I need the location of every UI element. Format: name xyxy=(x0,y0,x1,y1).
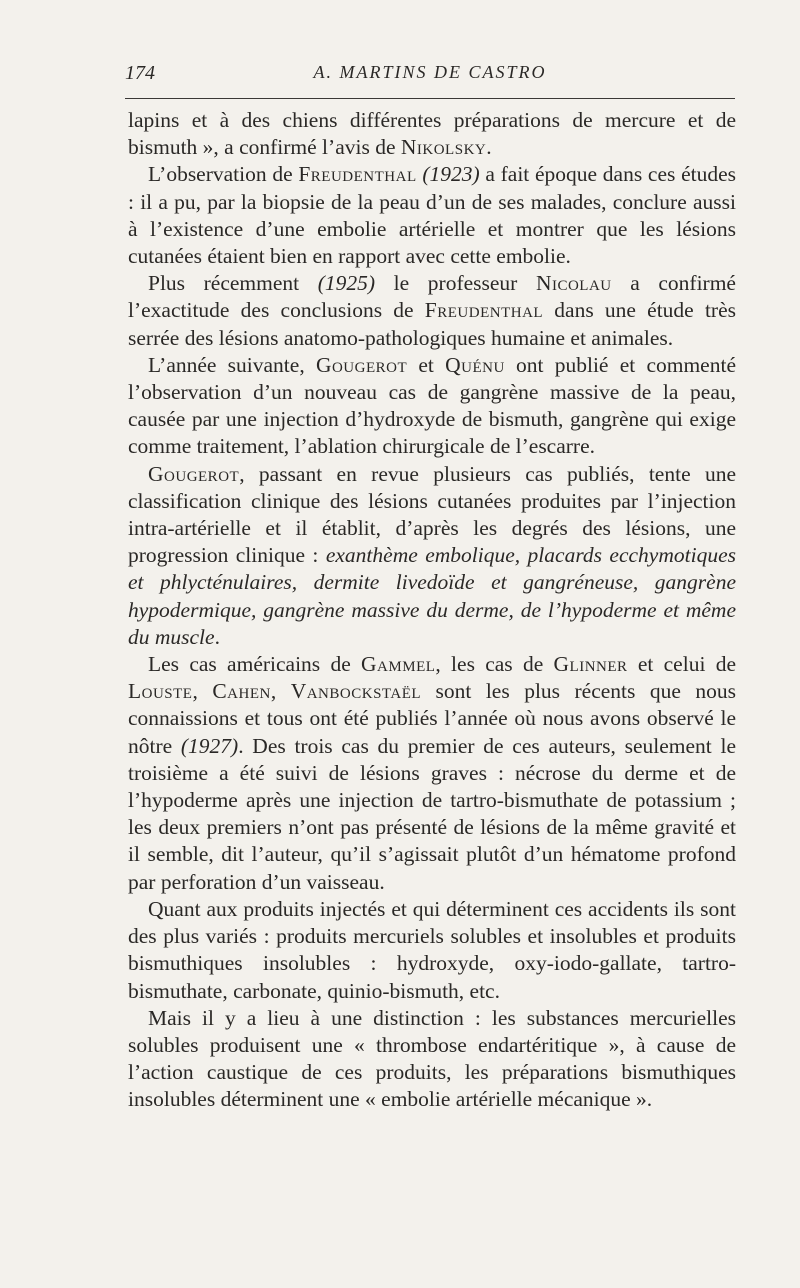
page-number: 174 xyxy=(125,62,155,84)
paragraph-3 xyxy=(128,270,736,352)
text-run: a confirmé l’exactitude des conclusions de xyxy=(128,271,736,323)
author-name: Freudenthal xyxy=(424,298,544,323)
text-run: et celui de xyxy=(627,652,736,677)
paragraph-1 xyxy=(128,107,736,161)
text-run: Plus récemment xyxy=(148,271,318,296)
body-text xyxy=(128,107,736,1114)
text-run: ont publié et commenté l’observation d’un nouveau cas de gangrène massive de la peau, causée par une injection d’hydroxyde de bismuth, gangrène qui exige comme traitement, l’ablation chirurgicale de l’escarre. xyxy=(128,352,736,459)
author-name: Quénu xyxy=(445,352,505,377)
running-head xyxy=(125,62,735,92)
text-run: Mais il y a lieu à une distinction : les substances mercurielles solubles produisent une « thrombose endartéritique », à cause de l’action caustique de ces produits, les préparations bismuthiques insolubles déterminent une « embolie artérielle mécanique ». xyxy=(128,1005,736,1112)
text-run: le professeur xyxy=(375,271,536,296)
author-name: Gammel xyxy=(361,652,436,677)
text-run: , xyxy=(270,679,291,704)
text-run: sont les plus récents que nous connaissions et tous ont été publiés l’année où nous avons observé le nôtre xyxy=(128,679,737,758)
text-run: , les cas de xyxy=(435,652,554,677)
text-run: lapins et à des chiens différentes préparations de mercure et de bismuth », a confirmé l’avis de xyxy=(128,108,736,160)
author-name: Gougerot xyxy=(148,461,240,486)
text-run: . Des trois cas du premier de ces auteurs, seulement le troisième a été suivi de lésions graves : nécrose du derme et de l’hypoderme après une injection de tartro-bismuthate de potassium ; les deux premiers n’ont pas présenté de lésions de la même gravité et il semble, dit l’auteur, qu’il s’agissait plutôt d’un hématome profond par perforation d’un vaisseau. xyxy=(128,733,736,894)
text-run: a fait époque dans ces études : il a pu, par la biopsie de la peau d’un de ses malades, conclure aussi à l’existence d’une embolie artérielle et montrer que les lésions cutanées étaient bien en rapport avec cette embolie. xyxy=(128,162,736,269)
year-citation: (1927) xyxy=(180,733,239,758)
paragraph-6 xyxy=(128,651,736,896)
running-title: A. MARTINS DE CASTRO xyxy=(313,62,547,82)
lesion-classification: exanthème embolique, placards ecchymotiques et phlycténulaires, dermite livedoïde et gangréneuse, gangrène hypodermique, gangrène massive du derme, de l’hypoderme et même du muscle xyxy=(128,543,736,649)
text-run: Les cas américains de xyxy=(148,652,362,677)
author-name: Cahen xyxy=(212,679,271,704)
text-run: Quant aux produits injectés et qui déterminent ces accidents ils sont des plus variés : produits mercuriels solubles et insolubles et produits bismuthiques insolubles : hydroxyde, oxy-iodo-gallate, tartro-bismuthate, carbonate, quinio-bismuth, etc. xyxy=(128,896,736,1003)
author-name: Louste xyxy=(128,679,193,704)
author-name: Vanbockstaël xyxy=(290,679,422,704)
text-run: . xyxy=(486,135,492,160)
paragraph-5 xyxy=(128,461,736,651)
text-run: et xyxy=(407,352,446,377)
paragraph-2 xyxy=(128,161,736,270)
text-run: L’année suivante, xyxy=(148,352,316,377)
paragraph-4 xyxy=(128,352,736,461)
paragraph-8 xyxy=(128,1005,736,1114)
year-citation: (1925) xyxy=(317,271,376,296)
author-name: Freudenthal xyxy=(298,162,417,187)
text-run: , passant en revue plusieurs cas publiés, tente une classification clinique des lésions cutanées produites par l’injection intra-artérielle et il établit, d’après les degrés des lésions, une progression clinique : xyxy=(128,461,736,568)
author-name: Gougerot xyxy=(315,352,408,377)
author-name: Nicolau xyxy=(535,271,612,296)
text-run: dans une étude très serrée des lésions anatomo-pathologiques humaine et animales. xyxy=(128,298,736,350)
text-run: . xyxy=(214,624,220,649)
text-run: L’observation de xyxy=(148,162,299,187)
author-name: Nikolsky xyxy=(400,135,487,160)
header-rule xyxy=(125,98,735,99)
paragraph-7 xyxy=(128,896,736,1005)
text-run: , xyxy=(192,679,213,704)
year-citation: (1923) xyxy=(422,162,480,187)
author-name: Glinner xyxy=(553,652,628,677)
